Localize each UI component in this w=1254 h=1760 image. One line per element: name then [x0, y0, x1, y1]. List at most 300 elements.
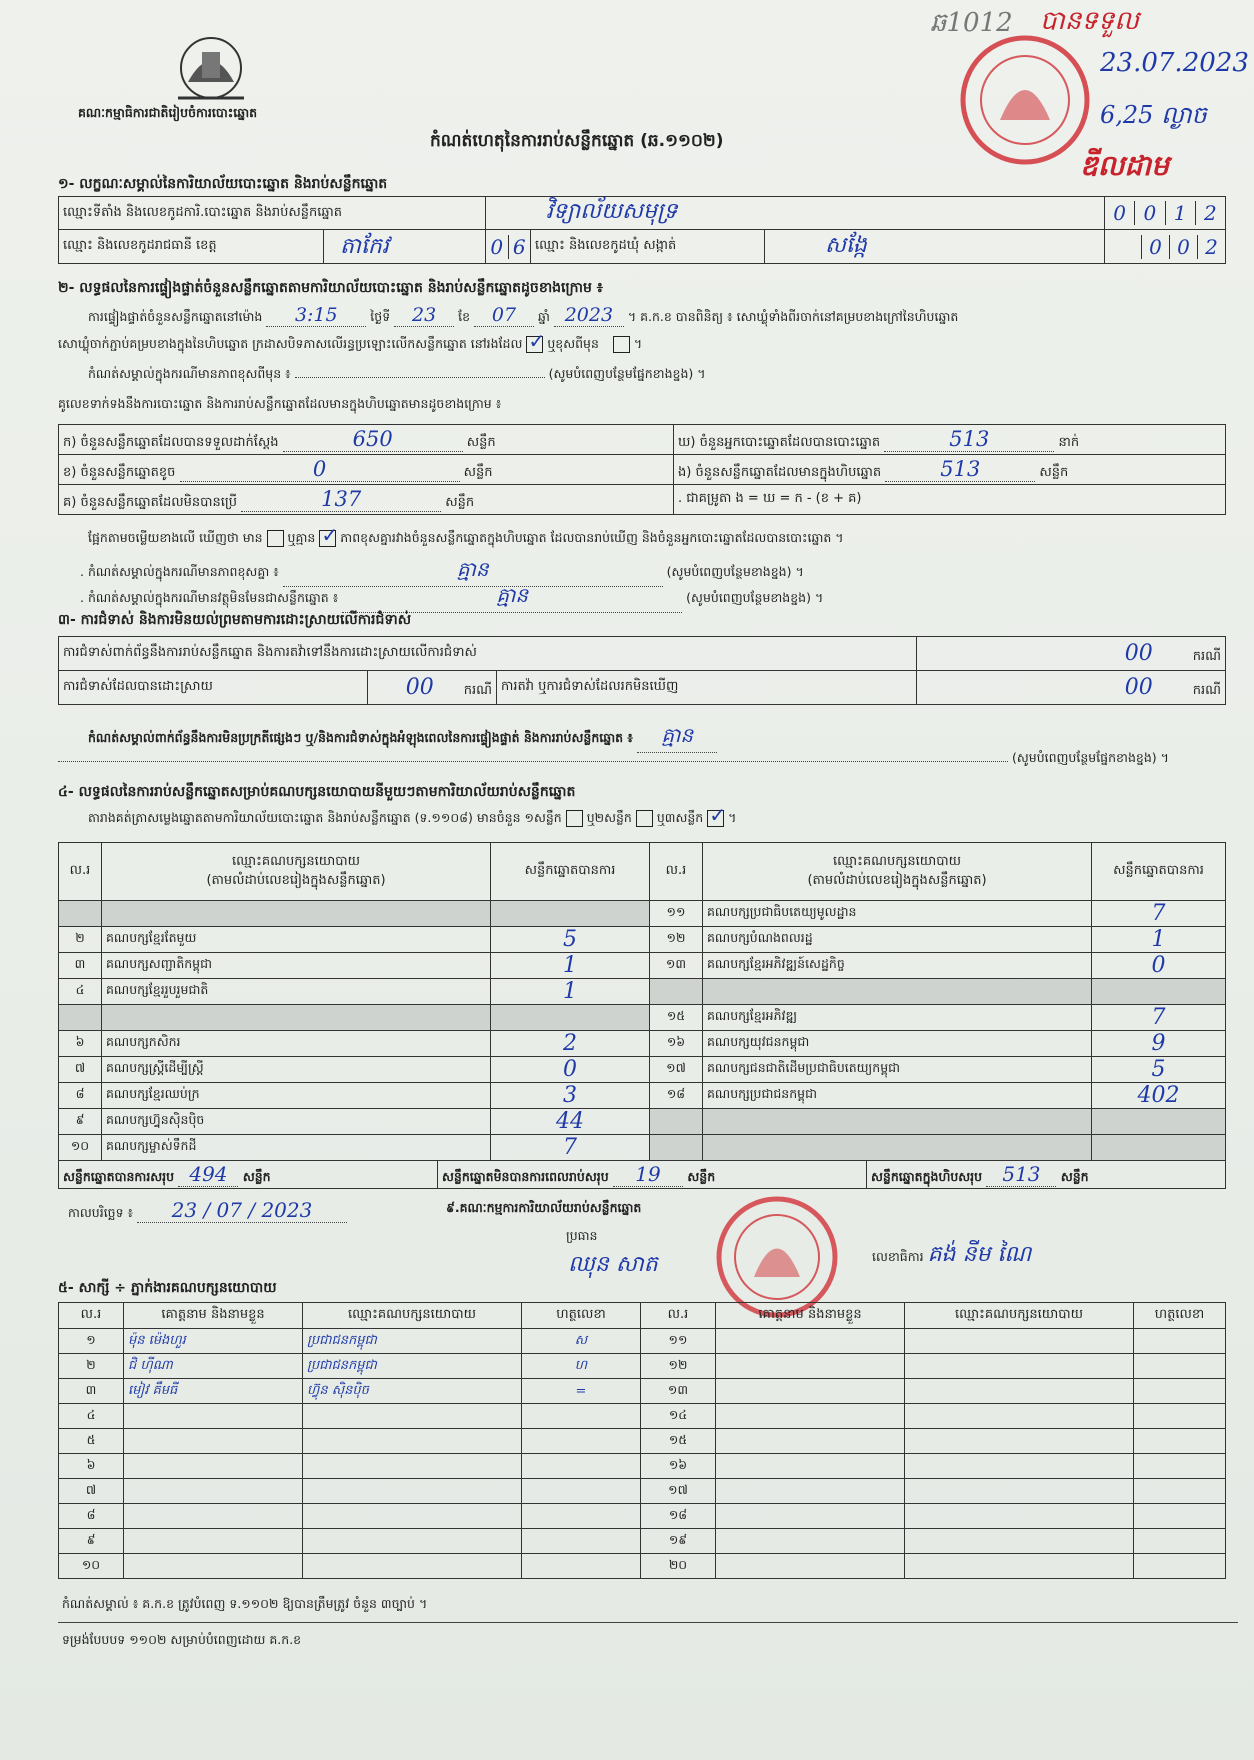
- witness-no-cell: ១២: [641, 1354, 716, 1379]
- party-results-table: [58, 842, 1226, 1161]
- party-no-cell: ១៨: [650, 1083, 703, 1109]
- invalid-total-label: សន្លឹកឆ្នោតមិនបានការពេលរាប់សរុប: [442, 1168, 609, 1184]
- witness-no-cell: ៦: [59, 1454, 124, 1479]
- col-no: ល.រ: [650, 843, 703, 901]
- witness-party-cell: [905, 1429, 1134, 1454]
- col-no: ល.រ: [59, 843, 102, 901]
- party-name-cell: [703, 979, 1092, 1005]
- witness-party-cell: ប្រជាជនកម្ពុជា: [303, 1329, 522, 1354]
- unused-value: 137: [241, 487, 441, 512]
- witness-signature-cell: =: [522, 1379, 641, 1404]
- witness-no-cell: ១៧: [641, 1479, 716, 1504]
- witness-signature-cell: [1134, 1529, 1226, 1554]
- discrepancy-note-label: . កំណត់សម្គាល់ក្នុងករណីមានភាពខុសគ្នា ៖: [80, 564, 279, 579]
- party-votes-cell: 44: [491, 1109, 650, 1135]
- party-votes-cell: [491, 901, 650, 927]
- witness-no-cell: ១៥: [641, 1429, 716, 1454]
- party-no-cell: ១៥: [650, 1005, 703, 1031]
- seal-text: សោឃ្លុំចាក់ភ្ជាប់គម្របខាងក្នុងនៃហិបឆ្នោត ក្រដាសបិទភាសលើរន្ធប្រឡោះលើកសន្លឹកឆ្នោត នៅរងដែល: [58, 336, 523, 351]
- table-row: [59, 1109, 1226, 1135]
- date-label: កាលបរិច្ឆេទ ៖: [68, 1205, 134, 1220]
- col-votes: សន្លឹកឆ្នោតបានការ: [491, 843, 650, 901]
- unit-label: សន្លឹក: [445, 494, 475, 510]
- party-votes-cell: [491, 1005, 650, 1031]
- unit-label: សន្លឹក: [466, 434, 496, 450]
- date-line: [68, 1198, 347, 1224]
- witness-no-cell: ១៣: [641, 1379, 716, 1404]
- witness-signature-cell: [1134, 1404, 1226, 1429]
- party-no-cell: ២: [59, 927, 102, 953]
- witness-party-cell: [905, 1354, 1134, 1379]
- table-row: [59, 1083, 1226, 1109]
- irregularity-label: កំណត់សម្គាល់ពាក់ព័ន្ធនឹងការមិនប្រក្រតីផ្សេងៗ ឬ/និងការជំទាស់ក្នុងអំឡុងពេលនៃការផ្ទៀងផ្ទាត់ និងការរាប់សន្លឹកឆ្នោត ៖: [88, 730, 633, 745]
- witness-no-cell: ៤: [59, 1404, 124, 1429]
- check-mark-icon: ✓: [709, 803, 726, 827]
- witness-signature-cell: [1134, 1379, 1226, 1404]
- tally-sheet-line: តារាងគត់ត្រាសម្លេងឆ្នោតតាមការិយាល័យបោះឆ្នោត និងរាប់សន្លឹកឆ្នោត (ទ.១១០៨) មានចំនួន ១សន្លឹក ឬ២សន្លឹក ឬ៣សន្លឹក ✓ ។: [88, 803, 737, 827]
- discrepancy-no-checkbox[interactable]: [319, 523, 339, 547]
- invalid-total-value: 19: [613, 1162, 683, 1187]
- objection-label: ការជំទាស់ពាក់ព័ន្ធនឹងការរាប់សន្លឹកឆ្នោត និងការតវ៉ាទៅនឹងការដោះស្រាយលើការជំទាស់: [59, 637, 917, 671]
- irregularity-hint: (សូមបំពេញបន្ថែមផ្នែកខាងខ្នង) ។: [1011, 750, 1169, 765]
- form-footer: ទម្រង់បែបបទ ១១០២ សម្រាប់បំពេញដោយ គ.ក.ខ: [62, 1632, 302, 1647]
- stamp-code: ឆ1012: [930, 8, 1013, 38]
- page-title: កំណត់ហេតុនៃការរាប់សន្លឹកឆ្នោត (ឆ.១១០២): [430, 131, 724, 151]
- stamp-signature: ឌីលដាម: [1080, 149, 1169, 182]
- party-no-cell: ១៣: [650, 953, 703, 979]
- witness-signature-cell: [522, 1529, 641, 1554]
- received-label: ក) ចំនួនសន្លឹកឆ្នោតដែលបានទទួលដាក់ស្តែង: [63, 434, 279, 450]
- witness-name-cell: [124, 1479, 303, 1504]
- party-votes-cell: 2: [491, 1031, 650, 1057]
- table-row: [59, 1005, 1226, 1031]
- col-sig: ហត្ថលេខា: [1134, 1303, 1226, 1329]
- box-total-label: សន្លឹកឆ្នោតក្នុងហិបសរុប: [871, 1168, 983, 1184]
- table-row: [59, 1479, 1226, 1504]
- nec-emblem-icon: [168, 32, 254, 108]
- witness-party-cell: [303, 1554, 522, 1579]
- discrepancy-label: ផ្អែកតាមចម្លើយខាងលើ ឃើញថា មាន: [88, 530, 263, 545]
- discrepancy-no-label: ឬគ្មាន: [287, 530, 316, 545]
- check-mark-icon: ✓: [321, 523, 339, 547]
- witness-name-cell: ជិ ហ៊ីណា: [124, 1354, 303, 1379]
- irregularity-value: គ្មាន: [637, 722, 717, 753]
- witness-name-cell: [716, 1529, 905, 1554]
- party-no-cell: ១២: [650, 927, 703, 953]
- valid-total-label: សន្លឹកឆ្នោតបានការសរុប: [63, 1168, 175, 1184]
- table-row: [59, 1057, 1226, 1083]
- witness-name-cell: [716, 1504, 905, 1529]
- commune-label: ឈ្មោះ និងលេខកូដឃុំ សង្កាត់: [531, 230, 765, 264]
- footer-divider: [58, 1622, 1238, 1623]
- witness-party-cell: [905, 1404, 1134, 1429]
- col-party-title: ឈ្មោះគណបក្សនយោបាយ: [833, 853, 961, 869]
- commune-value: សង្កែ: [765, 230, 1105, 264]
- witness-signature-cell: [522, 1554, 641, 1579]
- party-no-cell: ៤: [59, 979, 102, 1005]
- foreign-object-value: គ្មាន: [342, 582, 682, 613]
- location-table: [58, 196, 1226, 264]
- chair-signature: ឈុន សាត: [568, 1252, 658, 1277]
- party-no-cell: ៣: [59, 953, 102, 979]
- objection-count: 00: [1124, 640, 1153, 666]
- table-row: [59, 1529, 1226, 1554]
- party-name-cell: គណបក្សម្ចាស់ទឹកដី: [102, 1135, 491, 1161]
- witness-name-cell: [716, 1479, 905, 1504]
- table-row: [59, 1454, 1226, 1479]
- witness-name-cell: [124, 1529, 303, 1554]
- witness-party-cell: [303, 1429, 522, 1454]
- table-row: [59, 1404, 1226, 1429]
- section3-heading: ៣- ការជំទាស់ និងការមិនយល់ព្រមតាមការដោះស្រាយលើការជំទាស់: [58, 612, 412, 628]
- stamp-date: 23.07.2023: [1100, 48, 1249, 78]
- witness-party-cell: ប្រជាជនកម្ពុជា: [303, 1354, 522, 1379]
- witness-party-cell: [303, 1504, 522, 1529]
- section4-heading: ៤- លទ្ធផលនៃការរាប់សន្លឹកឆ្នោតសម្រាប់គណបក្សនយោបាយនីមួយៗតាមការិយាល័យរាប់សន្លឹកឆ្នោត: [58, 784, 576, 800]
- unit-label: សន្លឹក: [1060, 1168, 1089, 1184]
- chair-label: ប្រធាន: [566, 1228, 598, 1243]
- party-name-cell: [102, 901, 491, 927]
- party-no-cell: ១១: [650, 901, 703, 927]
- unit-label: សន្លឹក: [242, 1168, 271, 1184]
- party-no-cell: ៧: [59, 1057, 102, 1083]
- in-box-value: 513: [885, 457, 1035, 482]
- verify-day-label: ថ្ងៃទី: [370, 309, 391, 324]
- col-no: ល.រ: [641, 1303, 716, 1329]
- witness-party-cell: [905, 1379, 1134, 1404]
- verify-year: 2023: [554, 304, 624, 327]
- party-votes-cell: 1: [491, 979, 650, 1005]
- difference-note-label: កំណត់សម្គាល់ក្នុងករណីមានភាពខុសពីមុន ៖: [88, 366, 291, 381]
- verify-year-label: ឆ្នាំ: [537, 309, 550, 324]
- verification-line: [88, 304, 958, 328]
- col-name: គោត្តនាម និងនាមខ្លួន: [124, 1303, 303, 1329]
- unit-label: សន្លឹក: [463, 464, 493, 480]
- witness-party-cell: [303, 1479, 522, 1504]
- party-no-cell: ១០: [59, 1135, 102, 1161]
- received-value: 650: [283, 427, 463, 452]
- party-name-cell: គណបក្សខ្មែរអភិវឌ្ឍ: [703, 1005, 1092, 1031]
- committee-label: ៩.គណៈកម្មការការិយាល័យរាប់សន្លឹកឆ្នោត: [446, 1200, 642, 1215]
- witness-signature-cell: [1134, 1329, 1226, 1354]
- party-votes-cell: 5: [1092, 1057, 1226, 1083]
- witness-name-cell: [716, 1554, 905, 1579]
- party-no-cell: ៨: [59, 1083, 102, 1109]
- three-sheet-checkbox[interactable]: [707, 803, 726, 827]
- witness-no-cell: ១៩: [641, 1529, 716, 1554]
- valid-total-value: 494: [178, 1162, 238, 1187]
- foreign-object-hint: (សូមបំពេញបន្ថែមខាងខ្នង) ។: [686, 590, 824, 605]
- unit-label: ករណី: [463, 682, 492, 698]
- unresolved-count: 00: [1124, 674, 1153, 700]
- witness-no-cell: ២០: [641, 1554, 716, 1579]
- section2-heading: ២- លទ្ធផលនៃការផ្ទៀងផ្ទាត់ចំនួនសន្លឹកឆ្នោតតាមការិយាល័យបោះឆ្នោត និងរាប់សន្លឹកឆ្នោតដូចខាងក្រោម ៖: [58, 280, 603, 296]
- code-digit: 1: [1166, 201, 1196, 225]
- secretary-line: [872, 1240, 1031, 1272]
- table-row: [59, 1379, 1226, 1404]
- witness-no-cell: ១១: [641, 1329, 716, 1354]
- party-name-cell: គណបក្សខ្មែររួបរួមជាតិ: [102, 979, 491, 1005]
- verify-line-tail: ។ គ.ក.ខ បានពិនិត្យ ៖ សោឃ្លុំទាំងពីរចាក់នៅគម្របខាងក្រៅនៃហិបឆ្នោត: [627, 309, 959, 324]
- party-votes-cell: 7: [1092, 901, 1226, 927]
- discrepancy-note-hint: (សូមបំពេញបន្ថែមខាងខ្នង) ។: [666, 564, 804, 579]
- code-digit: 2: [1204, 201, 1217, 225]
- irregularity-line: [88, 722, 717, 753]
- witness-signature-cell: [522, 1504, 641, 1529]
- check-mark-icon: ✓: [528, 329, 546, 353]
- witness-no-cell: ៩: [59, 1529, 124, 1554]
- party-name-cell: គណបក្សកសិករ: [102, 1031, 491, 1057]
- witness-party-cell: [905, 1479, 1134, 1504]
- witness-signature-cell: [522, 1454, 641, 1479]
- witness-signature-cell: [1134, 1504, 1226, 1529]
- table-row: [59, 979, 1226, 1005]
- numbers-intro: គូលេខទាក់ទងនឹងការបោះឆ្នោត និងការរាប់សន្លឹកឆ្នោតដែលមានក្នុងហិបឆ្នោតមានដូចខាងក្រោម ៖: [58, 396, 502, 411]
- location-code: [1105, 197, 1226, 230]
- witness-name-cell: ម៉ុន ម៉េងហួរ: [124, 1329, 303, 1354]
- discrepancy-line: [88, 523, 844, 549]
- footnote: កំណត់សម្គាល់ ៖ គ.ក.ខ ត្រូវបំពេញ ទ.១១០២ ឱ្យបានត្រឹមត្រូវ ចំនួន ៣ច្បាប់ ។: [62, 1596, 428, 1611]
- table-row: [59, 953, 1226, 979]
- witness-name-cell: [124, 1504, 303, 1529]
- witness-name-cell: [124, 1454, 303, 1479]
- col-party-sub: (តាមលំដាប់លេខរៀងក្នុងសន្លឹកឆ្នោត): [807, 872, 987, 888]
- party-votes-cell: 0: [1092, 953, 1226, 979]
- unit-label: សន្លឹក: [1039, 464, 1069, 480]
- unit-label: ករណី: [1192, 648, 1221, 664]
- witness-no-cell: ៨: [59, 1504, 124, 1529]
- party-votes-cell: 1: [1092, 927, 1226, 953]
- witness-signature-cell: [522, 1404, 641, 1429]
- witness-party-cell: [905, 1454, 1134, 1479]
- witness-name-cell: [716, 1329, 905, 1354]
- code-digit: 0: [1135, 201, 1165, 225]
- totals-row: [58, 1160, 1226, 1189]
- party-name-cell: គណបក្សខ្មែរអភិវឌ្ឍន៍សេដ្ឋកិច្ច: [703, 953, 1092, 979]
- org-name: គណៈកម្មាធិការជាតិរៀបចំការបោះឆ្នោត: [78, 105, 258, 120]
- unit-label: នាក់: [1058, 434, 1080, 450]
- party-no-cell: ១៦: [650, 1031, 703, 1057]
- witness-no-cell: ១៦: [641, 1454, 716, 1479]
- table-row: [59, 1429, 1226, 1454]
- different-label: ឬខុសពីមុន: [547, 336, 599, 351]
- witness-name-cell: [124, 1554, 303, 1579]
- witness-no-cell: ២: [59, 1354, 124, 1379]
- tally-sheet-label: តារាងគត់ត្រាសម្លេងឆ្នោតតាមការិយាល័យបោះឆ្នោត និងរាប់សន្លឹកឆ្នោត (ទ.១១០៨) មានចំនួន ១សន្លឹក: [88, 810, 562, 825]
- witness-party-cell: [303, 1454, 522, 1479]
- col-party: ឈ្មោះគណបក្សនយោបាយ: [303, 1303, 522, 1329]
- code-digit: 0: [1169, 235, 1197, 259]
- objection-table: [58, 636, 1226, 705]
- witness-name-cell: [716, 1404, 905, 1429]
- witness-no-cell: ៥: [59, 1429, 124, 1454]
- table-row: [59, 1504, 1226, 1529]
- two-sheet-label: ឬ២សន្លឹក: [586, 810, 632, 825]
- unresolved-label: ការតវ៉ា ឬការជំទាស់ដែលរកមិនឃើញ: [497, 671, 917, 705]
- witness-signature-cell: [522, 1479, 641, 1504]
- three-sheet-label: ឬ៣សន្លឹក: [656, 810, 704, 825]
- resolved-count: 00: [405, 674, 434, 700]
- different-checkbox[interactable]: [613, 336, 630, 353]
- party-no-cell: [59, 901, 102, 927]
- party-name-cell: គណបក្សប្រជាជនកម្ពុជា: [703, 1083, 1092, 1109]
- witness-signature-cell: [1134, 1429, 1226, 1454]
- code-digit: 2: [1197, 235, 1225, 259]
- official-seal-icon: [955, 28, 1095, 178]
- party-no-cell: [650, 1109, 703, 1135]
- col-sig: ហត្ថលេខា: [522, 1303, 641, 1329]
- witness-no-cell: ៣: [59, 1379, 124, 1404]
- voters-value: 513: [884, 427, 1054, 452]
- witness-signature-cell: ហ: [522, 1354, 641, 1379]
- seal-line: សោឃ្លុំចាក់ភ្ជាប់គម្របខាងក្នុងនៃហិបឆ្នោត ក្រដាសបិទភាសលើរន្ធប្រឡោះលើកសន្លឹកឆ្នោត នៅរងដែល ✓ ឬខុសពីមុន ។: [58, 329, 643, 353]
- party-name-cell: [703, 1109, 1092, 1135]
- party-name-cell: គណបក្សខ្មែរឈប់ក្រ: [102, 1083, 491, 1109]
- witness-signature-cell: [1134, 1454, 1226, 1479]
- commune-code: [1105, 230, 1226, 264]
- stamp-time: 6,25 ល្ងាច: [1100, 101, 1207, 129]
- unit-label: សន្លឹក: [687, 1168, 716, 1184]
- section5-heading: ៥- សាក្សី ÷ ភ្នាក់ងារគណបក្សនយោបាយ: [58, 1280, 277, 1296]
- witness-name-cell: មៀវ គឹមធី: [124, 1379, 303, 1404]
- table-row: [59, 1554, 1226, 1579]
- date-value: 23 / 07 / 2023: [137, 1198, 347, 1223]
- party-no-cell: [59, 1005, 102, 1031]
- party-votes-cell: 5: [491, 927, 650, 953]
- in-box-label: ង) ចំនួនសន្លឹកឆ្នោតដែលមានក្នុងហិបឆ្នោត: [678, 464, 882, 480]
- party-votes-cell: [1092, 979, 1226, 1005]
- witness-party-cell: ហ៊្វុន ស៊ិនប៉ិច: [303, 1379, 522, 1404]
- witness-no-cell: ៧: [59, 1479, 124, 1504]
- code-digit: 0: [1141, 235, 1169, 259]
- received-note: បានទទួល: [1040, 6, 1140, 36]
- unused-label: គ) ចំនួនសន្លឹកឆ្នោតដែលមិនបានប្រើ: [63, 494, 237, 510]
- party-no-cell: ១៧: [650, 1057, 703, 1083]
- resolved-label: ការជំទាស់ដែលបានដោះស្រាយ: [59, 671, 368, 705]
- col-party-sub: (តាមលំដាប់លេខរៀងក្នុងសន្លឹកឆ្នោត): [206, 872, 386, 888]
- discrepancy-tail: ភាពខុសគ្នារវាងចំនួនសន្លឹកឆ្នោតក្នុងហិបឆ្នោត ដែលបានរាប់ឃើញ និងចំនួនអ្នកបោះឆ្នោតដែលបានបោះឆ្នោត ។: [340, 530, 844, 545]
- secretary-signature: គង់ នីម ណៃ: [927, 1242, 1032, 1267]
- witness-signature-cell: [1134, 1354, 1226, 1379]
- code-digit: 0: [1105, 201, 1135, 225]
- verify-time: 3:15: [266, 304, 366, 327]
- party-no-cell: ៩: [59, 1109, 102, 1135]
- party-votes-cell: 402: [1092, 1083, 1226, 1109]
- witness-name-cell: [716, 1454, 905, 1479]
- party-no-cell: [650, 979, 703, 1005]
- col-party: [703, 843, 1092, 901]
- location-label: ឈ្មោះទីតាំង និងលេខកូដការិ.បោះឆ្នោត និងរាប់សន្លឹកឆ្នោត: [59, 197, 486, 230]
- witness-no-cell: ១០: [59, 1554, 124, 1579]
- witness-party-cell: [303, 1404, 522, 1429]
- witness-table: [58, 1302, 1226, 1579]
- irregularity-tail-line: [58, 750, 1169, 769]
- party-no-cell: ៦: [59, 1031, 102, 1057]
- table-row: [59, 1329, 1226, 1354]
- discrepancy-note-value: គ្មាន: [283, 556, 663, 587]
- party-name-cell: [102, 1005, 491, 1031]
- witness-name-cell: [124, 1429, 303, 1454]
- section1-heading: ១- លក្ខណៈសម្គាល់នៃការិយាល័យបោះឆ្នោត និងរាប់សន្លឹកឆ្នោត: [58, 176, 388, 192]
- unit-label: ករណី: [1192, 682, 1221, 698]
- table-row: [59, 901, 1226, 927]
- same-checkbox[interactable]: [526, 329, 546, 353]
- witness-no-cell: ១៨: [641, 1504, 716, 1529]
- party-name-cell: [703, 1135, 1092, 1161]
- col-no: ល.រ: [59, 1303, 124, 1329]
- witness-party-cell: [303, 1529, 522, 1554]
- party-name-cell: គណបក្សប្រជាធិបតេយ្យមូលដ្ឋាន: [703, 901, 1092, 927]
- party-no-cell: [650, 1135, 703, 1161]
- witness-signature-cell: ស: [522, 1329, 641, 1354]
- box-total-value: 513: [986, 1162, 1056, 1187]
- witness-name-cell: [716, 1379, 905, 1404]
- witness-signature-cell: [522, 1429, 641, 1454]
- party-name-cell: គណបក្សបំណងពលរដ្ឋ: [703, 927, 1092, 953]
- spoiled-value: 0: [180, 457, 460, 482]
- party-votes-cell: 0: [491, 1057, 650, 1083]
- foreign-object-label: . កំណត់សម្គាល់ក្នុងករណីមានវត្ថុមិនមែនជាសន្លឹកឆ្នោត ៖: [80, 590, 339, 605]
- witness-no-cell: ១៤: [641, 1404, 716, 1429]
- two-sheet-checkbox[interactable]: [636, 810, 653, 827]
- verify-month-label: ខែ: [458, 309, 471, 324]
- code-digit: 6: [512, 234, 526, 259]
- col-votes: សន្លឹកឆ្នោតបានការ: [1092, 843, 1226, 901]
- party-votes-cell: 7: [1092, 1005, 1226, 1031]
- witness-party-cell: [905, 1504, 1134, 1529]
- ballot-count-table: [58, 424, 1226, 515]
- party-votes-cell: 7: [491, 1135, 650, 1161]
- verify-day: 23: [394, 304, 454, 327]
- table-row: [59, 1031, 1226, 1057]
- party-name-cell: គណបក្សជនជាតិដើមប្រជាធិបតេយ្យកម្ពុជា: [703, 1057, 1092, 1083]
- party-name-cell: គណបក្សស្ត្រីដើម្បីស្ត្រី: [102, 1057, 491, 1083]
- voters-label: ឃ) ចំនួនអ្នកបោះឆ្នោតដែលបានបោះឆ្នោត: [678, 434, 881, 450]
- party-votes-cell: 1: [491, 953, 650, 979]
- table-row: [59, 1135, 1226, 1161]
- spoiled-label: ខ) ចំនួនសន្លឹកឆ្នោតខូច: [63, 464, 176, 480]
- col-party: ឈ្មោះគណបក្សនយោបាយ: [905, 1303, 1134, 1329]
- witness-name-cell: [124, 1404, 303, 1429]
- one-sheet-checkbox[interactable]: [566, 810, 583, 827]
- witness-no-cell: ១: [59, 1329, 124, 1354]
- table-row: [59, 927, 1226, 953]
- location-value: វិទ្យាល័យសមុទ្រ: [486, 197, 1105, 230]
- party-name-cell: គណបក្សហ្វ៊ុនស៊ិនប៉ិច: [102, 1109, 491, 1135]
- party-name-cell: គណបក្សសញ្ជាតិកម្ពុជា: [102, 953, 491, 979]
- discrepancy-yes-checkbox[interactable]: [267, 530, 284, 547]
- party-votes-cell: 3: [491, 1083, 650, 1109]
- party-votes-cell: 9: [1092, 1031, 1226, 1057]
- party-name-cell: គណបក្សខ្មែរតែមួយ: [102, 927, 491, 953]
- col-name: គោត្តនាម និងនាមខ្លួន: [716, 1303, 905, 1329]
- witness-party-cell: [905, 1529, 1134, 1554]
- col-party-title: ឈ្មោះគណបក្សនយោបាយ: [232, 853, 360, 869]
- witness-signature-cell: [1134, 1479, 1226, 1504]
- province-code: [486, 230, 531, 264]
- province-label: ឈ្មោះ និងលេខកូដរាជធានី ខេត្ត: [63, 238, 217, 253]
- secretary-label: លេខាធិការ: [872, 1249, 924, 1264]
- witness-name-cell: [716, 1354, 905, 1379]
- witness-name-cell: [716, 1429, 905, 1454]
- code-digit: 0: [486, 235, 509, 259]
- witness-party-cell: [905, 1554, 1134, 1579]
- party-votes-cell: [1092, 1135, 1226, 1161]
- witness-party-cell: [905, 1329, 1134, 1354]
- formula-label: . ជាគម្រូតា ង = ឃ = ក - (ខ + គ): [678, 491, 862, 506]
- province-value: តាកែវ: [323, 230, 485, 263]
- party-votes-cell: [1092, 1109, 1226, 1135]
